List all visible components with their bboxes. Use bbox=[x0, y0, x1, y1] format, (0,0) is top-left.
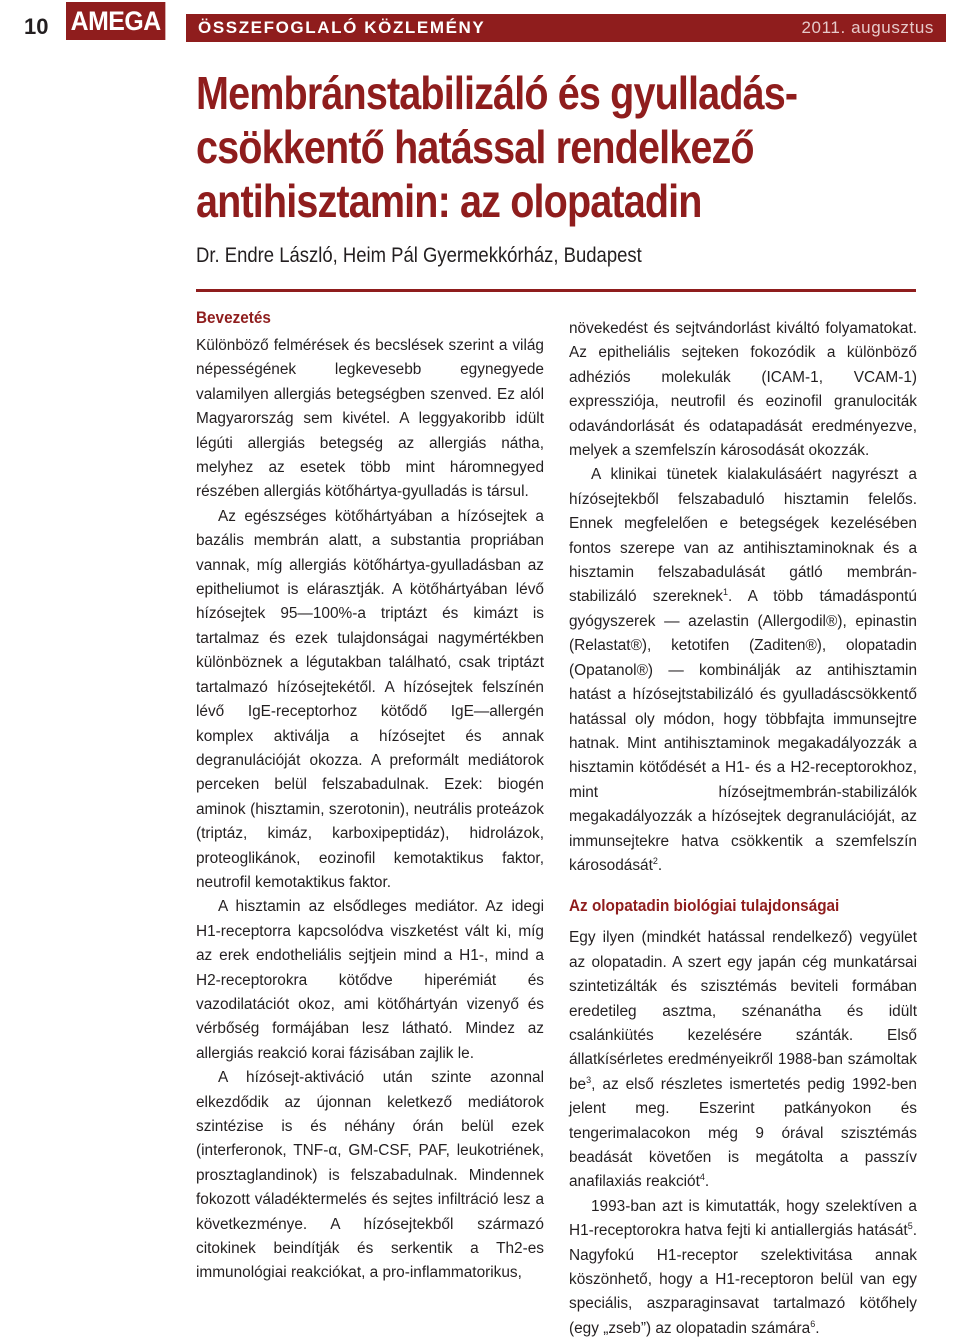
section-heading: Bevezetés bbox=[196, 308, 271, 327]
text-run: , az első részletes ismertetés pedig 1992-ben jelent meg. Eszerint patkányokon és tengerimalacokon még 9 órával szisztémás beadását követően is megátolta a passzív anafilaxiás reakciót bbox=[569, 1075, 917, 1191]
paragraph bbox=[569, 463, 917, 878]
section-band bbox=[186, 14, 946, 42]
section-label: ÖSSZEFOGLALÓ KÖZLEMÉNY bbox=[198, 18, 486, 37]
title-line: csökkentő hatással rendelkező bbox=[196, 121, 754, 173]
issue-date: 2011. augusztus bbox=[801, 18, 934, 37]
page-number: 10 bbox=[24, 14, 49, 39]
text-run: . Nagyfokú H1-receptor szelektivitása annak köszönhető, hogy a H1-receptoron belül van egy speciális, aszparaginsavat tartalmazó kötőhely (egy „zseb”) az olopatadin számára bbox=[569, 1222, 917, 1337]
text-run: Egy ilyen (mindkét hatással rendelkező) vegyület az olopatadin. A szert egy japán cég munkatársai szintetizálták és szisztémás beviteli formában eredetileg asztma, szénanátha és idült csalánkiütés kezelésére szánták. Első állatkísérletes eredményeikről 1988-ban számoltak be bbox=[569, 929, 917, 1093]
left-column bbox=[196, 300, 544, 1286]
text-run: . bbox=[704, 1173, 710, 1191]
paragraph: növekedést és sejtvándorlást kiváltó folyamatokat. Az epitheliális sejteken fokozódik a különböző adhéziós molekulák (ICAM-1, VCAM-1) expressziója, neutrofil és eozinofil granulociták odavándorlását és odatapadását eredményezve, melyek a szemfelszín károsodását okozzák. bbox=[569, 320, 917, 460]
text-run: A klinikai tünetek kialakulásáért nagyrészt a hízósejtekből felszabaduló hisztamin felelős. Ennek megfelelően e betegségek kezelésében fontos szerepe van az antihisztaminoknak és a hisztamin felszabadulását gátló membrán-stabilizáló szereknek bbox=[569, 466, 917, 606]
divider-rule bbox=[196, 289, 916, 292]
reference-mark: 5 bbox=[907, 1221, 913, 1232]
reference-mark: 2 bbox=[652, 855, 658, 866]
text-run: 1993-ban azt is kimutatták, hogy szelektíven a H1-receptorokra hatva fejti ki antiallergiás hatását bbox=[569, 1197, 917, 1240]
text-run: . A több támadáspontú gyógyszerek — azelastin (Allergodil®), epinastin (Relastat®), ketotifen (Zaditen®), olopatadin (Opatanol®) — kombinálják az antihisztamin hatást a hízósejtstabilizáló és gyulladáscsökkentő hatással oly módon, hogy többfajta immunsejtre hatnak. Mint antihisztaminok megakadályozzák a hisztamin kötődését a H1- és a H2-receptorokhoz, mint hízósejtmembrán-stabilizálók megakadályozzák a hízósejtek degranulációját, az immunsejtekre hatva csökkentik a szemfelszín károsodását bbox=[569, 588, 917, 874]
title-line: Membránstabilizáló és gyulladás- bbox=[196, 67, 798, 119]
reference-mark: 6 bbox=[810, 1318, 816, 1329]
section-heading: Az olopatadin biológiai tulajdonságai bbox=[569, 896, 840, 916]
paragraph: A hízósejt-aktiváció után szinte azonnal elkezdődik az újonnan keletkező mediátorok szintézise is és néhány órán belül ezek (interferonok, TNF-α, GM-CSF, PAF, leukotriének, prosztaglandinok) is felszabadulnak. Mindennek fokozott váladéktermelés és sejtes infiltráció lesz a következménye. A hízósejtekből származó citokinek beindítják és serkentik a Th2-es immunológiai reakciókat, a pro-inflammatorikus, bbox=[196, 1069, 544, 1282]
paragraph: Az egészséges kötőhártyában a hízósejtek a bazális membrán alatt, a substantia propriában vannak, míg allergiás kötőhártya-gyulladásban az epitheliumot is elárasztják. A kötőhártyában lévő hízósejtek 95—100%-a triptázt és kimázt is tartalmaz és ezek tulajdonságai nagymértékben különböznek a légutakban található, csak triptázt tartalmazó hízósejtekétől. A hízósejtek felszínén lévő IgE-receptorhoz kötődő IgE—allergén komplex aktiválja a hízósejtet és annak degranulációját okozza. A preformált mediátorok perceken belül felszabadulnak. Ezek: biogén aminok (hisztamin, szerotonin), neutrális proteázok (triptáz, kimáz, karboxipeptidáz), hidrolázok, proteoglikánok, eozinofil kemotaktikus faktor, neutrofil kemotaktikus faktor. bbox=[196, 507, 544, 891]
reference-mark: 3 bbox=[586, 1074, 592, 1085]
paragraph: Különböző felmérések és becslések szerint a világ népességének legkevesebb egynegyede valamilyen allergiás betegségben szenved. Ez alól Magyarország sem kivétel. A leggyakoribb idült légúti allergiás betegség az allergiás nátha, melyhez az esetek több mint háromnegyed részében allergiás kötőhártya-gyulladás is társul. bbox=[196, 337, 544, 501]
journal-logo: AMEGA bbox=[66, 2, 165, 40]
reference-mark: 1 bbox=[722, 587, 728, 598]
title-line: antihisztamin: az olopatadin bbox=[196, 175, 702, 227]
article-title bbox=[196, 66, 936, 228]
text-run: . bbox=[657, 856, 663, 874]
paragraph bbox=[569, 1195, 917, 1341]
author-line: Dr. Endre László, Heim Pál Gyermekkórház, Budapest bbox=[196, 244, 642, 267]
paragraph bbox=[569, 926, 917, 1194]
reference-mark: 4 bbox=[699, 1172, 705, 1183]
page-header bbox=[0, 0, 960, 56]
text-run: . bbox=[815, 1319, 820, 1337]
right-column bbox=[569, 317, 917, 1341]
paragraph: A hisztamin az elsődleges mediátor. Az idegi H1-receptorra kapcsolódva viszketést vált ki, míg az erek endotheliális sejtjein mind a H1-, mind a H2-receptorokra kötődve hiperémiát és vazodilatációt okoz, ami kötőhártyán vizenyő és vérbőség formájában lesz látható. Mindez az allergiás reakció korai fázisában zajlik le. bbox=[196, 898, 544, 1062]
